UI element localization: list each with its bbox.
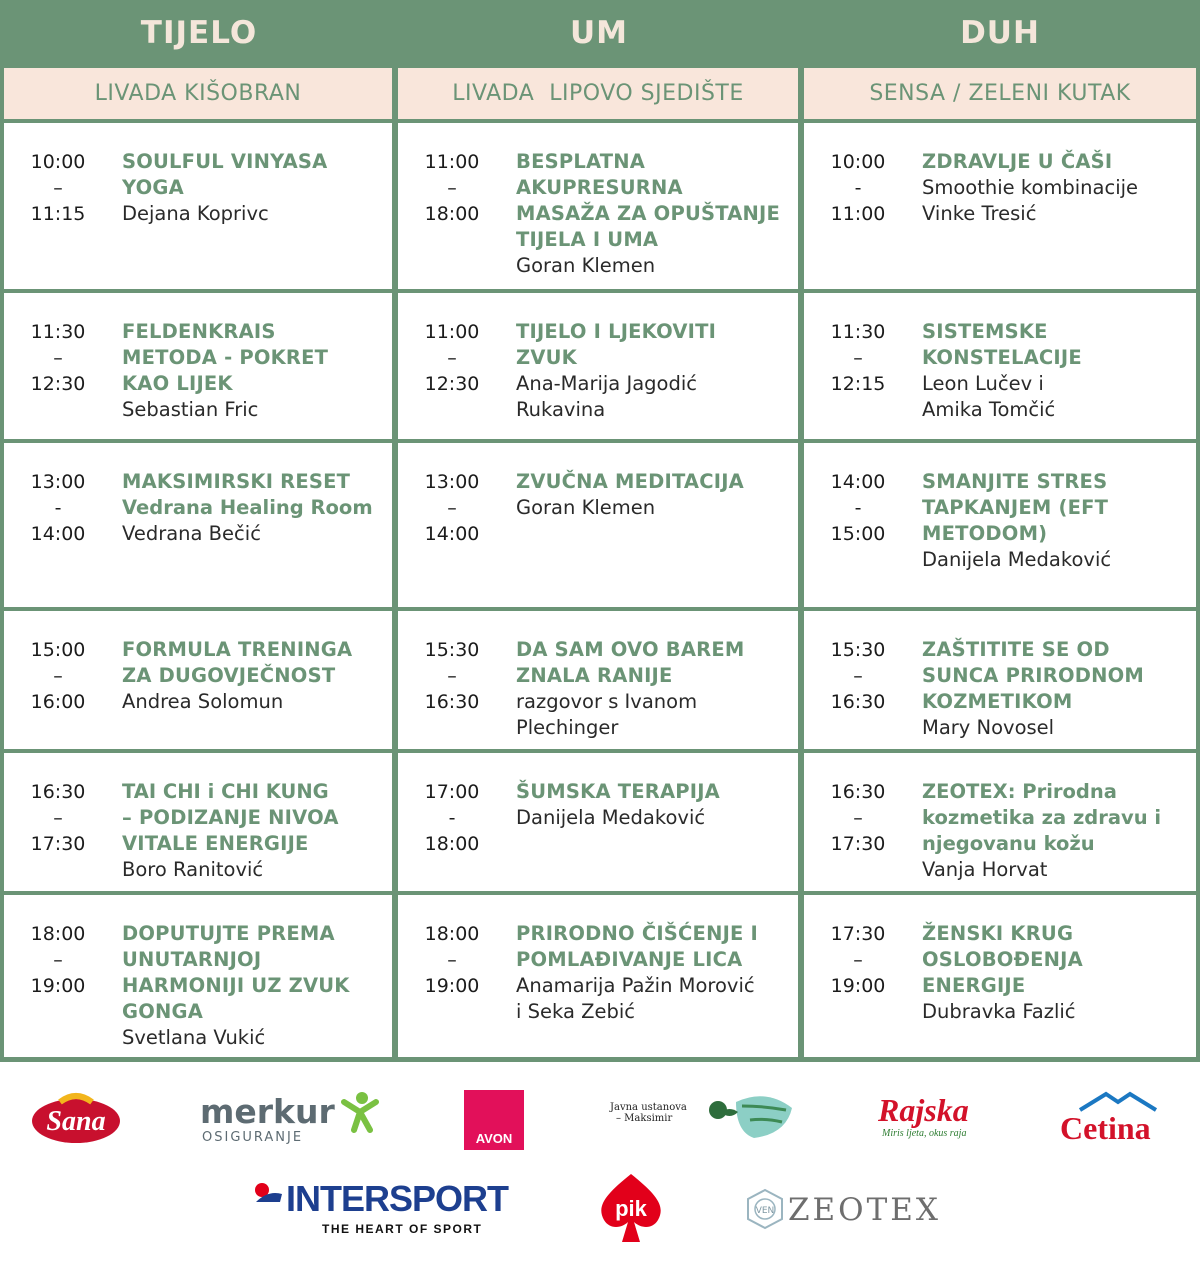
time-sep: – <box>853 949 863 971</box>
time-range <box>26 149 90 227</box>
time-range <box>26 921 90 999</box>
column-title-um: UM <box>569 15 629 51</box>
event-title-line: ZAŠTITITE SE OD <box>922 638 1110 661</box>
event-title-line: FORMULA TRENINGA <box>122 638 353 661</box>
time-end: 17:30 <box>30 833 86 855</box>
svg-text:Sana: Sana <box>46 1106 106 1137</box>
event-details <box>922 637 1186 741</box>
event-presenter-line: Smoothie kombinacije <box>922 176 1139 199</box>
event-presenter-line: Dejana Koprivc <box>122 202 269 225</box>
pik-logo <box>596 1172 666 1244</box>
event-details <box>516 149 788 279</box>
event-title-line: FELDENKRAIS <box>122 320 276 343</box>
time-start: 15:30 <box>830 639 886 661</box>
svg-text:VEN: VEN <box>755 1206 775 1216</box>
event-title-line: TIJELA I UMA <box>516 228 659 251</box>
time-end: 11:00 <box>830 203 886 225</box>
merkur-logo: merkur OSIGURANJE <box>200 1094 390 1154</box>
schedule-cell-duh <box>804 753 1196 891</box>
rajska-logo: Rajska Miris ljeta, okus raja <box>878 1092 969 1139</box>
event-title-line: – PODIZANJE NIVOA <box>122 806 339 829</box>
event-title-line: ŠUMSKA TERAPIJA <box>516 780 720 803</box>
time-sep: - <box>854 497 862 519</box>
event-title-line: TAI CHI i CHI KUNG <box>122 780 329 803</box>
time-range <box>826 779 890 857</box>
event-title-line: PRIRODNO ČIŠĆENJE I <box>516 922 759 945</box>
time-start: 10:00 <box>830 151 886 173</box>
time-sep: – <box>53 807 63 829</box>
event-title-line: METODOM) <box>922 522 1048 545</box>
schedule-cell-tijelo <box>4 293 392 439</box>
event-details <box>122 779 382 883</box>
time-end: 12:30 <box>30 373 86 395</box>
time-start: 16:30 <box>830 781 886 803</box>
event-title-line: VITALE ENERGIJE <box>122 832 309 855</box>
time-end: 18:00 <box>424 203 480 225</box>
svg-text:pik: pik <box>615 1196 647 1221</box>
time-sep: – <box>53 665 63 687</box>
event-title-line: HARMONIJI UZ ZVUK <box>122 974 350 997</box>
time-sep: – <box>447 177 457 199</box>
event-presenter-line: Sebastian Fric <box>122 398 259 421</box>
event-details <box>122 319 382 423</box>
schedule-cell-duh <box>804 443 1196 607</box>
event-title-line: DOPUTUJTE PREMA <box>122 922 335 945</box>
event-title-line: SOULFUL VINYASA <box>122 150 328 173</box>
event-details <box>516 637 788 741</box>
time-start: 10:00 <box>30 151 86 173</box>
event-title-line: TAPKANJEM (EFT <box>922 496 1109 519</box>
time-start: 17:30 <box>830 923 886 945</box>
merkur-figure-icon <box>340 1090 380 1134</box>
event-presenter-line: razgovor s Ivanom <box>516 690 698 713</box>
event-title-line: njegovanu kožu <box>922 832 1095 855</box>
event-title-line: ZVUČNA MEDITACIJA <box>516 470 744 493</box>
time-sep: – <box>853 347 863 369</box>
time-range <box>826 319 890 397</box>
event-presenter-line: Vedrana Bečić <box>122 522 261 545</box>
event-presenter-line: Goran Klemen <box>516 496 656 519</box>
event-title-line: ZVUK <box>516 346 577 369</box>
time-sep: – <box>447 347 457 369</box>
time-sep: – <box>447 665 457 687</box>
avon-logo: AVON <box>464 1090 524 1150</box>
event-details <box>122 149 382 227</box>
time-start: 15:30 <box>424 639 480 661</box>
event-presenter-line: Vinke Tresić <box>922 202 1037 225</box>
schedule-cell-tijelo <box>4 753 392 891</box>
time-range <box>826 921 890 999</box>
schedule-cell-um <box>398 123 798 289</box>
event-title-line: ŽENSKI KRUG <box>922 922 1074 945</box>
event-title-line: ZEOTEX: Prirodna <box>922 780 1117 803</box>
event-presenter-line: Vanja Horvat <box>922 858 1048 881</box>
event-presenter-line: Danijela Medaković <box>516 806 706 829</box>
leaf-icon <box>706 1092 798 1142</box>
time-end: 19:00 <box>830 975 886 997</box>
mountain-icon <box>1078 1090 1158 1112</box>
event-presenter-line: Rukavina <box>516 398 606 421</box>
time-end: 16:30 <box>424 691 480 713</box>
time-start: 17:00 <box>424 781 480 803</box>
event-details <box>922 149 1186 227</box>
time-start: 13:00 <box>30 471 86 493</box>
location-um: LIVADA LIPOVO SJEDIŠTE <box>398 68 798 119</box>
event-title-line: ENERGIJE <box>922 974 1026 997</box>
time-range <box>26 469 90 547</box>
event-details <box>922 921 1186 1025</box>
event-presenter-line: i Seka Zebić <box>516 1000 635 1023</box>
time-start: 18:00 <box>424 923 480 945</box>
time-end: 15:00 <box>830 523 886 545</box>
column-title-duh: DUH <box>960 15 1040 51</box>
event-presenter-line: Boro Ranitović <box>122 858 264 881</box>
sponsor-logos <box>0 1062 1200 1270</box>
event-title-line: MASAŽA ZA OPUŠTANJE <box>516 202 780 225</box>
schedule-cell-duh <box>804 611 1196 749</box>
schedule-cell-um <box>398 443 798 607</box>
time-start: 11:30 <box>830 321 886 343</box>
event-title-line: SISTEMSKE <box>922 320 1048 343</box>
event-details <box>516 469 788 521</box>
time-range <box>420 149 484 227</box>
event-title-line: kozmetika za zdravu i <box>922 806 1162 829</box>
time-range <box>420 921 484 999</box>
time-end: 11:15 <box>30 203 86 225</box>
event-details <box>122 637 382 715</box>
event-title-line: KAO LIJEK <box>122 372 233 395</box>
event-presenter-line: Svetlana Vukić <box>122 1026 266 1049</box>
time-end: 12:30 <box>424 373 480 395</box>
time-start: 16:30 <box>30 781 86 803</box>
schedule-cell-um <box>398 753 798 891</box>
schedule-cell-tijelo <box>4 443 392 607</box>
event-title-line: KOZMETIKOM <box>922 690 1073 713</box>
zeotex-logo: VEN ZEOTEX <box>744 1188 944 1232</box>
event-details <box>922 319 1186 423</box>
event-title-line: POMLAĐIVANJE LICA <box>516 948 743 971</box>
location-duh: SENSA / ZELENI KUTAK <box>804 68 1196 119</box>
event-title-line: GONGA <box>122 1000 203 1023</box>
time-end: 19:00 <box>30 975 86 997</box>
time-sep: – <box>53 347 63 369</box>
event-details <box>122 469 382 547</box>
schedule-cell-um <box>398 895 798 1057</box>
time-sep: - <box>54 497 62 519</box>
time-end: 14:00 <box>30 523 86 545</box>
column-header-row <box>0 0 1200 66</box>
event-details <box>516 319 788 423</box>
time-range <box>26 319 90 397</box>
schedule-cell-duh <box>804 123 1196 289</box>
event-presenter-line: Goran Klemen <box>516 254 656 277</box>
event-details <box>122 921 382 1051</box>
event-presenter-line: Mary Novosel <box>922 716 1055 739</box>
event-details <box>516 779 788 831</box>
column-title-tijelo: TIJELO <box>140 15 258 51</box>
time-sep: – <box>53 177 63 199</box>
time-start: 18:00 <box>30 923 86 945</box>
time-start: 14:00 <box>830 471 886 493</box>
event-presenter-line: Ana-Marija Jagodić <box>516 372 697 395</box>
time-sep: - <box>854 177 862 199</box>
time-start: 11:00 <box>424 321 480 343</box>
time-end: 16:30 <box>830 691 886 713</box>
time-start: 13:00 <box>424 471 480 493</box>
schedule-cell-tijelo <box>4 123 392 289</box>
schedule-cell-tijelo <box>4 895 392 1057</box>
time-start: 11:30 <box>30 321 86 343</box>
event-title-line: ZDRAVLJE U ČAŠI <box>922 150 1113 173</box>
intersport-mark-icon <box>254 1182 284 1210</box>
time-end: 19:00 <box>424 975 480 997</box>
time-end: 17:30 <box>830 833 886 855</box>
event-title-line: SMANJITE STRES <box>922 470 1108 493</box>
maksimir-logo: Javna ustanova – Maksimir <box>610 1102 800 1148</box>
time-end: 12:15 <box>830 373 886 395</box>
event-subtitle: Vedrana Healing Room <box>122 496 373 519</box>
sana-logo <box>30 1088 122 1146</box>
event-presenter-line: Danijela Medaković <box>922 548 1112 571</box>
time-range <box>420 779 484 857</box>
event-details <box>516 921 788 1025</box>
time-range <box>420 319 484 397</box>
event-presenter-line: Amika Tomčić <box>922 398 1056 421</box>
intersport-logo: INTERSPORT THE HEART OF SPORT <box>254 1178 534 1238</box>
event-title-line: DA SAM OVO BAREM <box>516 638 745 661</box>
event-title-line: METODA - POKRET <box>122 346 329 369</box>
schedule-cell-um <box>398 611 798 749</box>
schedule-cell-duh <box>804 293 1196 439</box>
time-range <box>826 469 890 547</box>
time-end: 14:00 <box>424 523 480 545</box>
time-range <box>420 469 484 547</box>
time-sep: – <box>447 497 457 519</box>
time-sep: - <box>448 807 456 829</box>
event-title-line: YOGA <box>122 176 184 199</box>
event-title-line: ZNALA RANIJE <box>516 664 673 687</box>
event-details <box>922 779 1186 883</box>
event-details <box>922 469 1186 573</box>
location-tijelo: LIVADA KIŠOBRAN <box>4 68 392 119</box>
time-sep: – <box>447 949 457 971</box>
time-sep: – <box>853 665 863 687</box>
event-presenter-line: Dubravka Fazlić <box>922 1000 1076 1023</box>
event-presenter-line: Leon Lučev i <box>922 372 1044 395</box>
time-range <box>26 779 90 857</box>
time-range <box>826 637 890 715</box>
time-sep: – <box>853 807 863 829</box>
schedule-cell-tijelo <box>4 611 392 749</box>
time-start: 15:00 <box>30 639 86 661</box>
event-title-line: BESPLATNA <box>516 150 646 173</box>
time-end: 18:00 <box>424 833 480 855</box>
event-title-line: AKUPRESURNA <box>516 176 683 199</box>
time-start: 11:00 <box>424 151 480 173</box>
time-end: 16:00 <box>30 691 86 713</box>
cetina-logo: Cetina <box>1060 1090 1172 1150</box>
event-title-line: TIJELO I LJEKOVITI <box>516 320 717 343</box>
time-range <box>420 637 484 715</box>
event-title-line: OSLOBOĐENJA <box>922 948 1083 971</box>
schedule-cell-duh <box>804 895 1196 1057</box>
event-title-line: MAKSIMIRSKI RESET <box>122 470 351 493</box>
zeotex-emblem-icon <box>744 1188 786 1230</box>
time-range <box>826 149 890 227</box>
event-presenter-line: Plechinger <box>516 716 619 739</box>
schedule-cell-um <box>398 293 798 439</box>
event-title-line: UNUTARNJOJ <box>122 948 262 971</box>
event-title-line: ZA DUGOVJEČNOST <box>122 664 336 687</box>
event-presenter-line: Andrea Solomun <box>122 690 284 713</box>
time-sep: – <box>53 949 63 971</box>
event-title-line: SUNCA PRIRODNOM <box>922 664 1145 687</box>
time-range <box>26 637 90 715</box>
event-title-line: KONSTELACIJE <box>922 346 1082 369</box>
event-presenter-line: Anamarija Pažin Morović <box>516 974 755 997</box>
